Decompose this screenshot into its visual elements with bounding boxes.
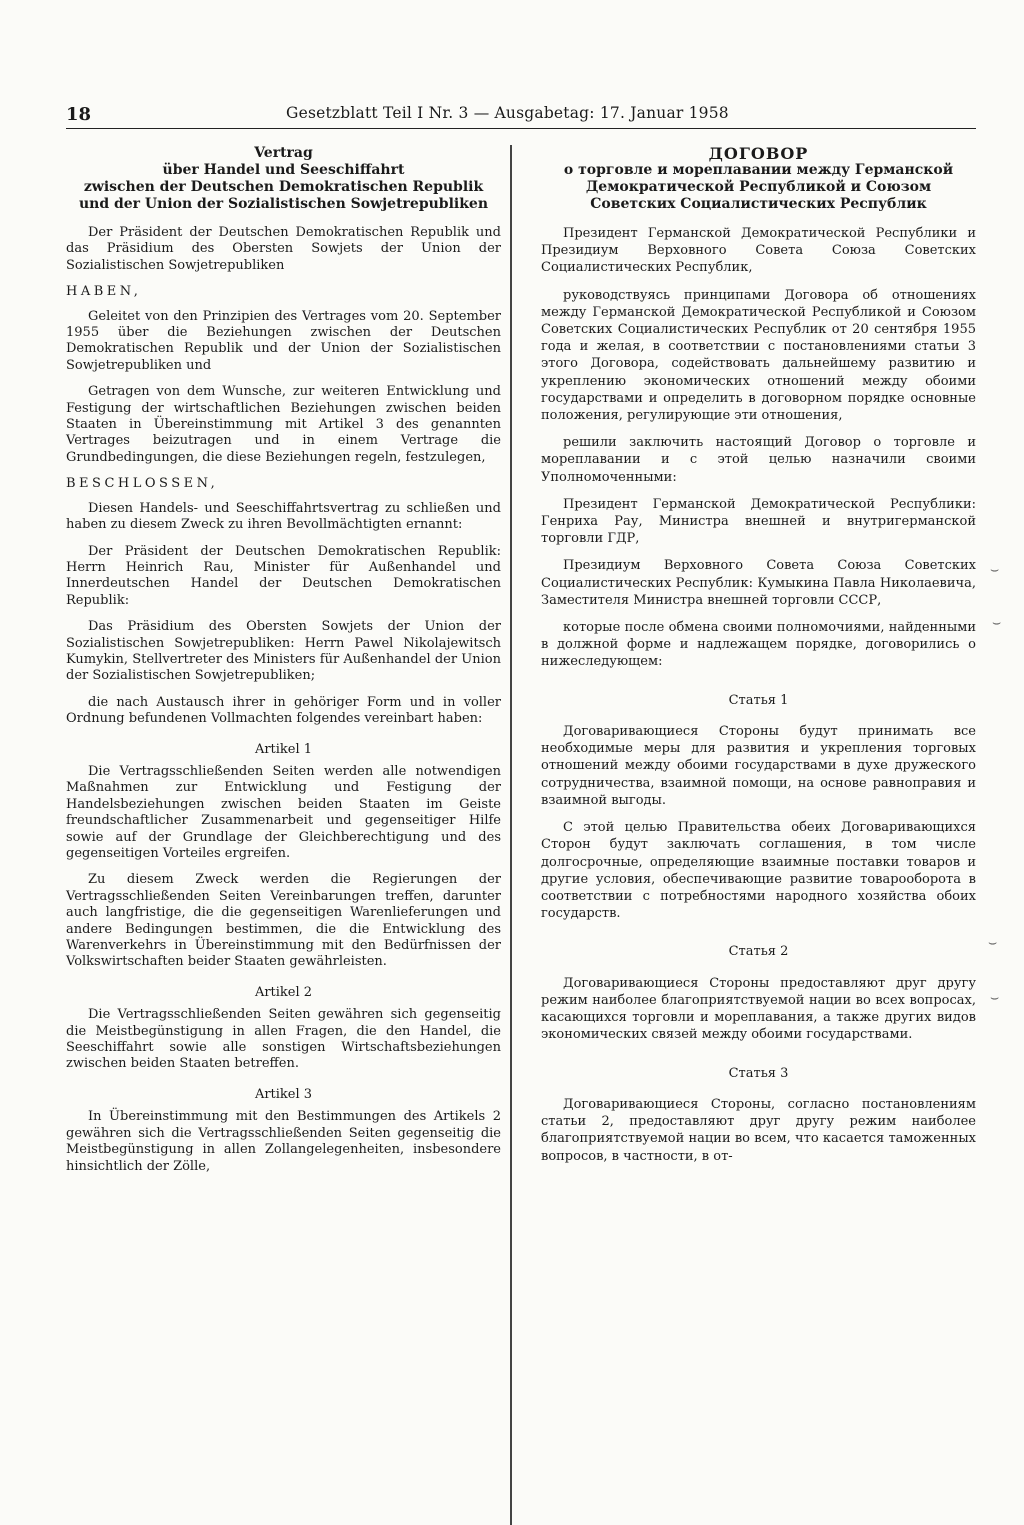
russian-reshili: решили заключить настоящий Договор о торговле и мореплавании и с этой целью назначили своими Уполномоченными:: [541, 435, 976, 485]
russian-title-sub: о торговле и мореплавании между Германской Демократической Республикой и Союзом Советских Социалистических Республик: [563, 162, 954, 212]
german-article-1-p2: Zu diesem Zweck werden die Regierungen der Vertragsschließenden Seiten Vereinbarungen treffen, darunter auch langfristige, die die gegenseitigen Warenlieferungen und andere Bedingungen bestimmen, die die Entwicklung des Warenverkehrs in Übereinstimmung mit den Bedürfnissen der Volkswirtschaften beider Staaten gewährleisten.: [66, 872, 501, 970]
russian-president-gdr: Президент Германской Демократической Республики: Генриха Рау, Министра внешней и внутригерманской торговли ГДР,: [541, 496, 976, 547]
german-article-2-heading: Artikel 2: [254, 984, 313, 1000]
russian-preamble: Президент Германской Демократической Республики и Президиум Верховного Совета Союза Советских Социалистических Республик,: [541, 226, 976, 276]
german-preamble: Der Präsident der Deutschen Demokratischen Republik und das Präsidium des Obersten Sowjets der Union der Sozialistischen Sowjetrepubliken: [66, 225, 501, 273]
german-praesidium: Das Präsidium des Obersten Sowjets der Union der Sozialistischen Sowjetrepubliken: Herrn Pawel Nikolajewitsch Kumykin, Stellvertreter des Ministers für Außenhandel der Union der Sozialistischen Sowjetrepubliken;: [66, 619, 501, 684]
german-austausch: die nach Austausch ihrer in gehöriger Form und in voller Ordnung befundenen Vollmachten folgendes vereinbart haben:: [66, 694, 501, 727]
column-divider: [510, 145, 512, 1525]
russian-title: [541, 145, 976, 213]
german-article-3-heading: Artikel 3: [254, 1086, 313, 1102]
document-page: [66, 100, 976, 1185]
page-number: 18: [66, 104, 92, 125]
german-title-line: und der Union der Sozialistischen Sowjetrepubliken: [78, 196, 489, 212]
german-article-1-p1: Die Vertragsschließenden Seiten werden alle notwendigen Maßnahmen zur Entwicklung und Festigung der Handelsbeziehungen zwischen beiden Staaten im Geiste freundschaftlicher Zusammenarbeit und gegenseitiger Hilfe sowie auf der Grundlage der Gleichberechtigung und des gegenseitigen Vorteiles ergreifen.: [66, 763, 501, 861]
margin-scan-mark: ⌣: [990, 990, 1000, 1006]
russian-article-1-heading: Статья 1: [728, 692, 789, 708]
margin-scan-mark: ⌣: [990, 562, 1000, 578]
german-beschlossen: BESCHLOSSEN,: [66, 476, 219, 492]
russian-article-2-heading: Статья 2: [728, 944, 789, 960]
margin-scan-mark: ⌣: [992, 615, 1002, 631]
russian-presidium: Президиум Верховного Совета Союза Советских Социалистических Республик: Кумыкина Павла Николаевича, Заместителя Министра внешней торговли СССР,: [541, 558, 976, 608]
german-title-line: Vertrag: [254, 145, 313, 161]
russian-column: [541, 145, 976, 1185]
german-praesident-ddr: Der Präsident der Deutschen Demokratischen Republik: Herrn Heinrich Rau, Minister für Außenhandel und Innerdeutschen Handel der Deutschen Demokratischen Republik:: [66, 543, 501, 608]
german-article-3-p1: In Übereinstimmung mit den Bestimmungen des Artikels 2 gewähren sich die Vertragsschließenden Seiten gegenseitig die Meistbegünstigung in allen Zollangelegenheiten, insbesondere hinsichtlich der Zölle,: [66, 1109, 501, 1174]
two-column-body: [66, 145, 976, 1185]
russian-article-1-p1: Договаривающиеся Стороны будут принимать все необходимые меры для развития и укрепления торговых отношений между обоими государствами в духе дружеского сотрудничества, взаимной помощи, на основе равноправия и взаимной выгоды.: [541, 724, 976, 808]
german-haben: HABEN,: [66, 284, 142, 300]
german-article-2-p1: Die Vertragsschließenden Seiten gewähren sich gegenseitig die Meistbegünstigung in allen Fragen, die den Handel, die Seeschiffahrt sowie alle sonstigen Wirtschaftsbeziehungen zwischen beiden Staaten betreffen.: [66, 1007, 501, 1072]
german-getragen: Getragen von dem Wunsche, zur weiteren Entwicklung und Festigung der wirtschaftlichen Beziehungen zwischen beiden Staaten in Übereinstimmung mit Artikel 3 des genannten Vertrages beizutragen und in einem Vertrage die Grundbedingungen, die diese Beziehungen regeln, festzulegen,: [66, 384, 501, 465]
german-geleitet: Geleitet von den Prinzipien des Vertrages vom 20. September 1955 über die Beziehungen zwischen der Deutschen Demokratischen Republik und der Union der Sozialistischen Sowjetrepubliken und: [66, 308, 501, 373]
running-head: Gesetzblatt Teil I Nr. 3 — Ausgabetag: 17. Januar 1958: [286, 104, 729, 122]
page-header: [66, 100, 976, 129]
russian-article-2-p1: Договаривающиеся Стороны предоставляют друг другу режим наиболее благоприятствуемой нации во всех вопросах, касающихся торговли и мореплавания, а также других видов экономических связей между обоими государствами.: [541, 975, 976, 1043]
russian-article-3-heading: Статья 3: [728, 1065, 789, 1081]
german-article-1-heading: Artikel 1: [254, 741, 313, 757]
russian-article-1-p2: С этой целью Правительства обеих Договаривающихся Сторон будут заключать соглашения, в том числе долгосрочные, определяющие взаимные поставки товаров и другие условия, обеспечивающие развитие товарооборота в соответствии с потребностями народного хозяйства обоих государств.: [541, 820, 976, 922]
german-title: [66, 145, 501, 213]
german-column: [66, 145, 501, 1185]
german-diesen: Diesen Handels- und Seeschiffahrtsvertrag zu schließen und haben zu diesem Zweck zu ihren Bevollmächtigten ernannt:: [66, 500, 501, 533]
margin-scan-mark: ⌣: [988, 935, 998, 951]
german-title-line: über Handel und Seeschiffahrt: [162, 162, 405, 178]
russian-rukovodstvuyas: руководствуясь принципами Договора об отношениях между Германской Демократической Республикой и Союзом Советских Социалистических Республик от 20 сентября 1955 года и желая, в соответствии с постановлениями статьи 3 этого Договора, содействовать дальнейшему развитию и укреплению экономических отношений между обоими государствами и определить в договорном порядке основные положения, регулирующие эти отношения,: [541, 287, 976, 424]
russian-article-3-p1: Договаривающиеся Стороны, согласно постановлениям статьи 2, предоставляют друг другу режим наиболее благоприятствуемой нации во всем, что касается таможенных вопросов, в частности, в от-: [541, 1096, 976, 1164]
russian-kotorye: которые после обмена своими полномочиями, найденными в должной форме и надлежащем порядке, договорились о нижеследующем:: [541, 620, 976, 670]
russian-title-main: ДОГОВОР: [708, 144, 809, 163]
german-title-line: zwischen der Deutschen Demokratischen Republik: [83, 179, 484, 195]
